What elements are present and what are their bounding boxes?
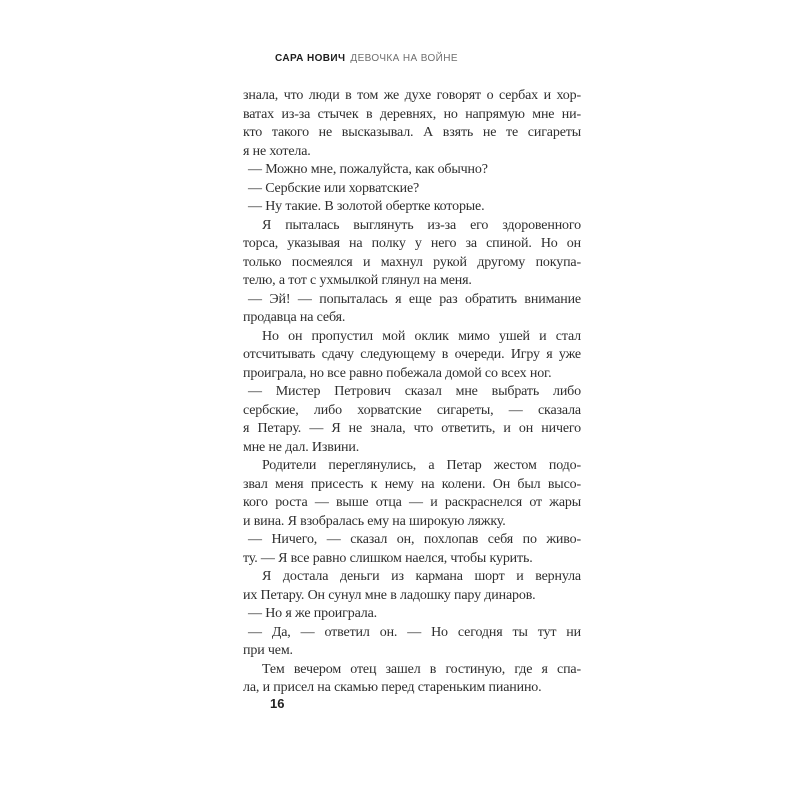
text-line: знала, что люди в том же духе говорят о сербах и хор- <box>243 88 581 103</box>
header-book-title: ДЕВОЧКА НА ВОЙНЕ <box>350 53 458 64</box>
page-body-text <box>243 87 581 698</box>
text-line: отсчитывать сдачу следующему в очереди. Игру я уже <box>243 347 581 362</box>
text-line: — Да, — ответил он. — Но сегодня ты тут ни <box>248 624 581 640</box>
text-line: ту. — Я все равно слишком наелся, чтобы курить. <box>243 550 533 566</box>
text-line: — Ну такие. В золотой обертке которые. <box>248 199 485 214</box>
text-line: Я достала деньги из кармана шорт и вернула <box>262 569 581 584</box>
text-line: — Сербские или хорватские? <box>248 180 420 196</box>
text-line: сербские, либо хорватские сигареты, — сказала <box>243 402 581 418</box>
text-line: я Петару. — Я не знала, что ответить, и он ничего <box>243 421 581 436</box>
text-line: ла, и присел на скамью перед стареньким пианино. <box>243 680 542 695</box>
text-line: кого роста — выше отца — и раскраснелся от жары <box>243 495 581 510</box>
text-line: торса, указывая на полку у него за спиной. Но он <box>243 236 581 251</box>
text-line: Тем вечером отец зашел в гостиную, где я спа- <box>262 661 581 677</box>
text-line: телю, а тот с ухмылкой глянул на меня. <box>243 273 472 288</box>
text-line: продавца на себя. <box>243 310 346 325</box>
text-line: — Но я же проиграла. <box>248 606 378 621</box>
text-line: проиграла, но все равно побежала домой со всех ног. <box>243 365 552 381</box>
text-line: — Ничего, — сказал он, похлопав себя по живо- <box>248 532 581 547</box>
page-number: 16 <box>270 696 285 711</box>
text-line: мне не дал. Извини. <box>243 439 360 455</box>
text-line: — Можно мне, пожалуйста, как обычно? <box>248 162 488 177</box>
text-line: ватах из-за стычек в деревнях, но напрямую мне ни- <box>243 106 581 122</box>
text-line: кто такого не высказывал. А взять не те сигареты <box>243 125 581 140</box>
header-author: САРА НОВИЧ <box>275 53 346 64</box>
text-line: звал меня присесть к нему на колени. Он был высо- <box>243 476 581 492</box>
text-line: Родители переглянулись, а Петар жестом подо- <box>262 458 581 473</box>
text-line: их Петару. Он сунул мне в ладошку пару динаров. <box>243 587 536 603</box>
text-line: — Мистер Петрович сказал мне выбрать либо <box>248 384 581 399</box>
text-line: и вина. Я взобралась ему на широкую ляжку. <box>243 513 506 529</box>
text-line: — Эй! — попыталась я еще раз обратить внимание <box>248 291 581 307</box>
text-line: при чем. <box>243 643 293 658</box>
text-line: Я пыталась выглянуть из-за его здоровенного <box>262 217 581 233</box>
running-header <box>275 53 458 64</box>
text-line: Но он пропустил мой оклик мимо ушей и стал <box>262 328 581 344</box>
text-line: я не хотела. <box>243 143 311 159</box>
text-line: только посмеялся и махнул рукой другому покупа- <box>243 254 581 270</box>
